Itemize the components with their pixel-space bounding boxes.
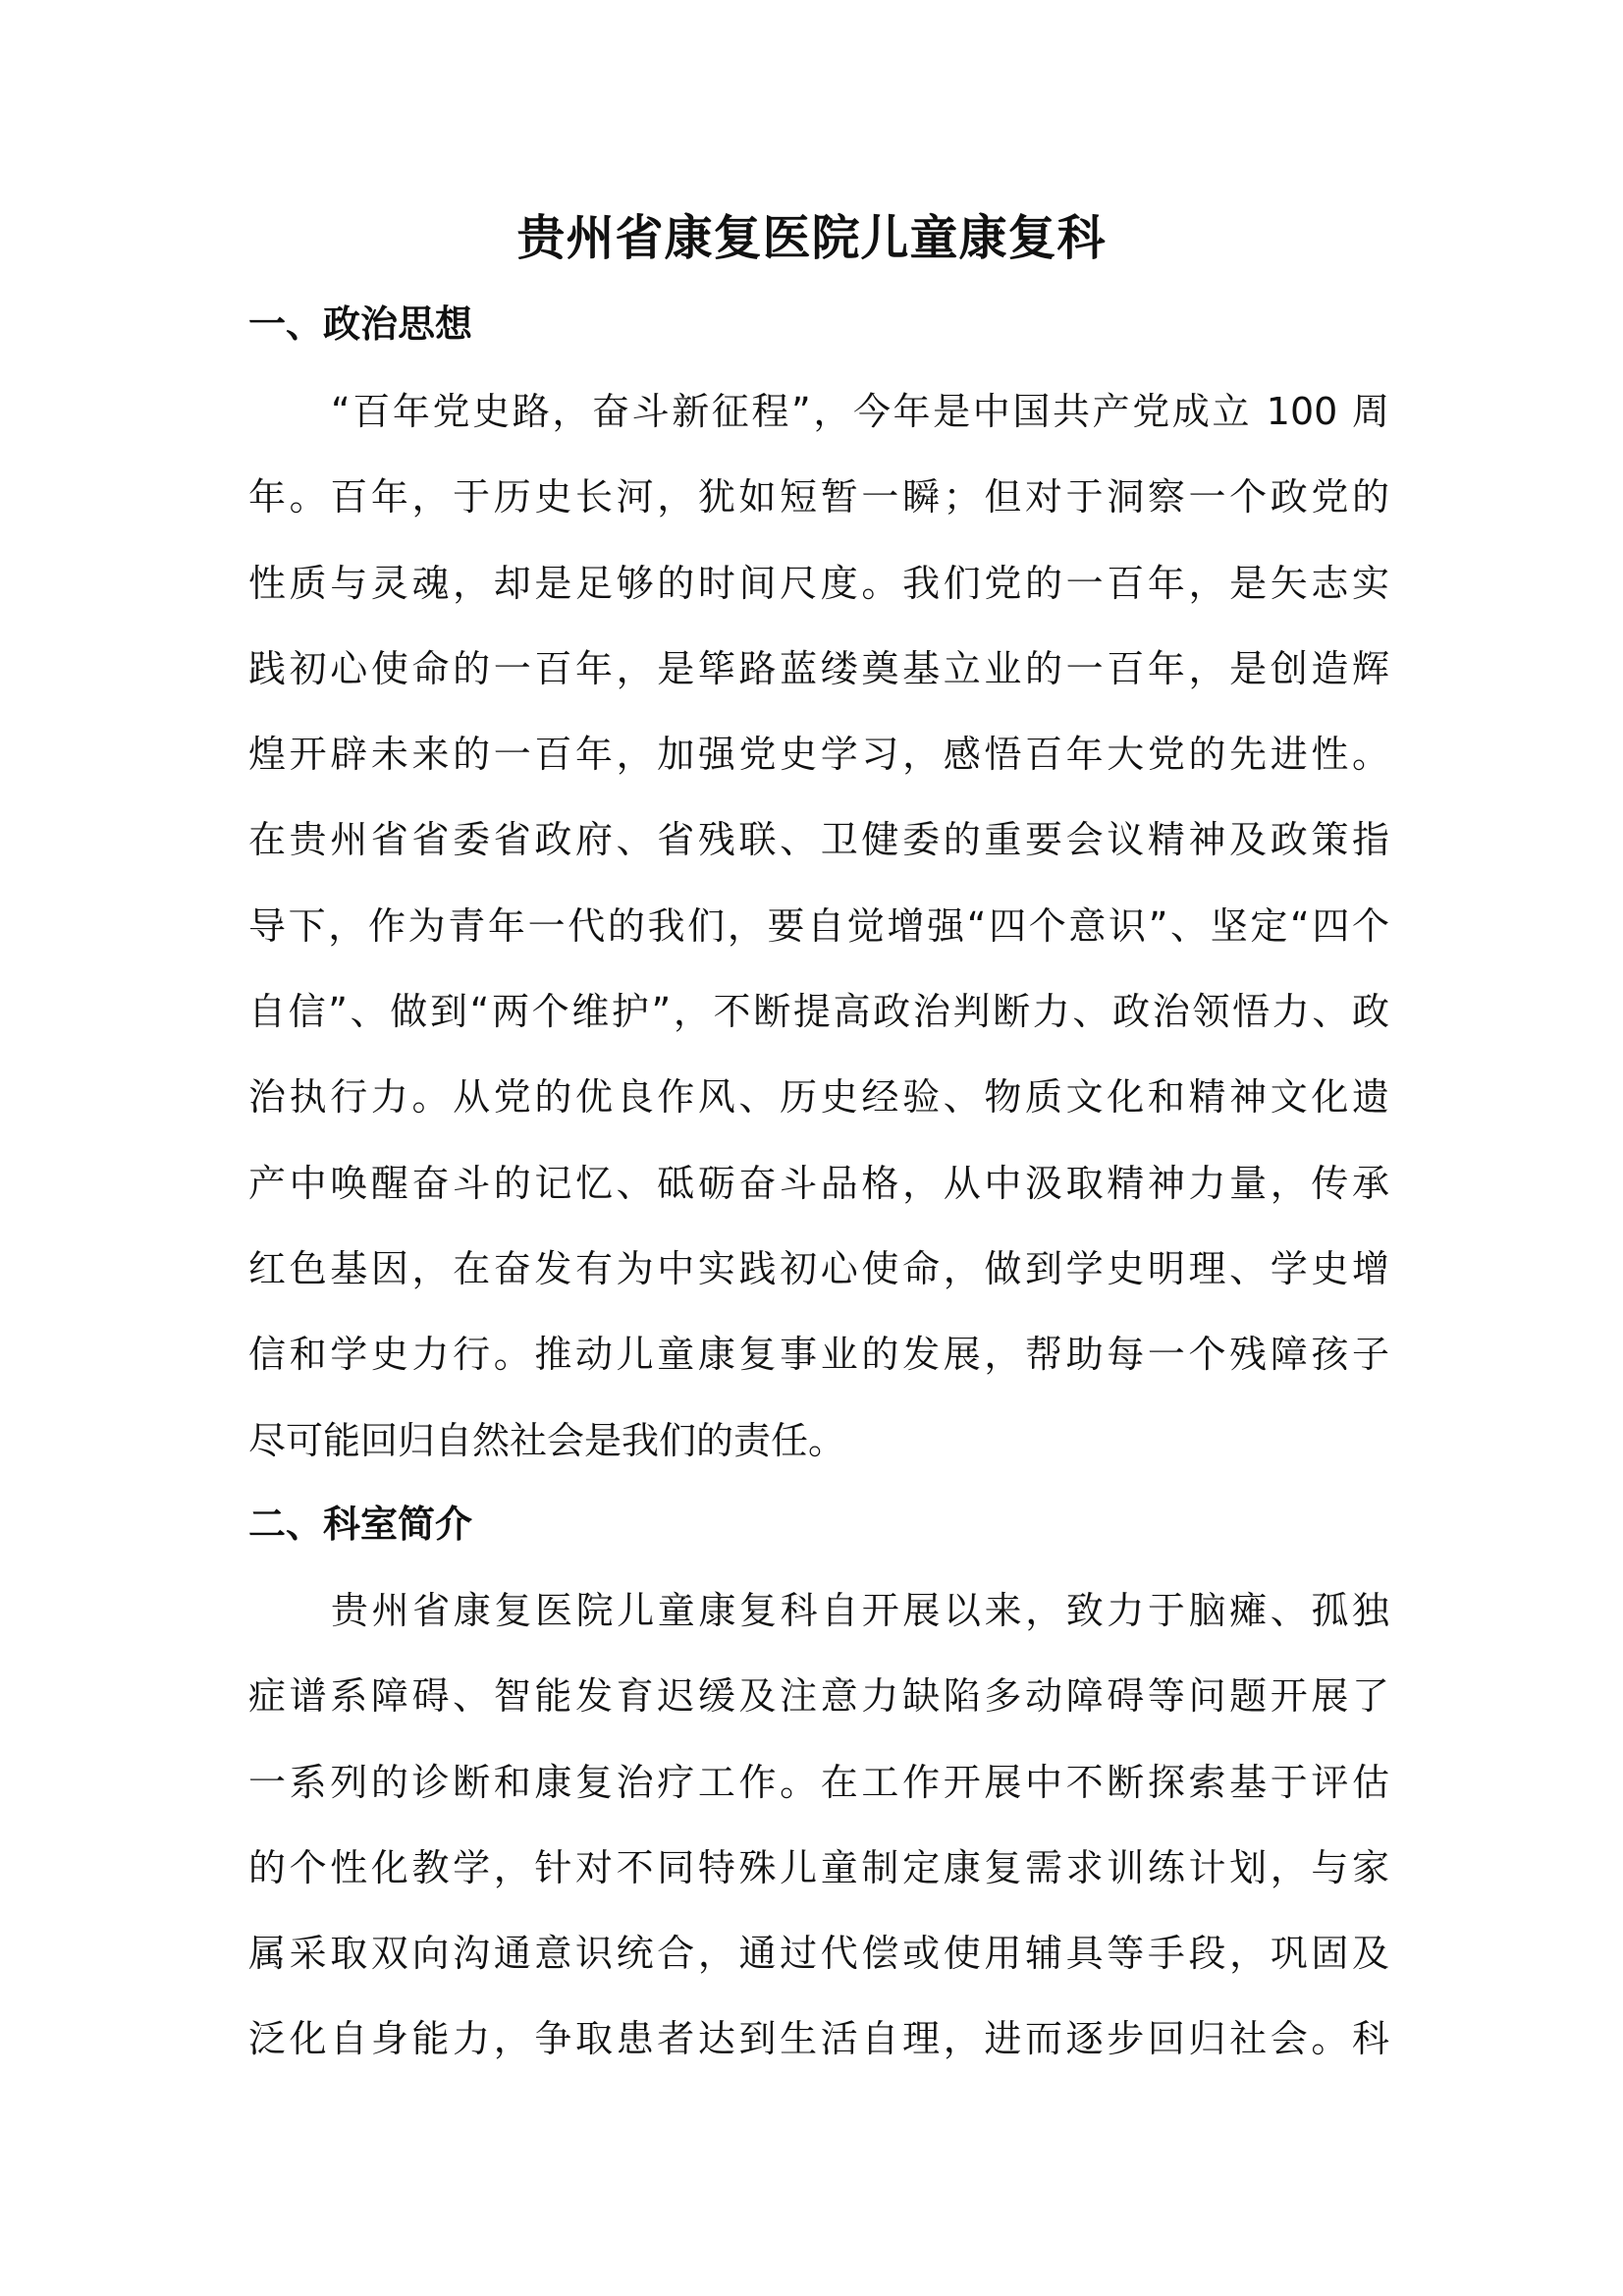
paragraph-line: 一系列的诊断和康复治疗工作。在工作开展中不断探索基于评估 [248,1760,1389,1804]
paragraph-line: 年。百年，于历史长河，犹如短暂一瞬；但对于洞察一个政党的 [248,475,1389,519]
paragraph-line: 产中唤醒奋斗的记忆、砥砺奋斗品格，从中汲取精神力量，传承 [248,1161,1389,1205]
paragraph-line: 自信”、做到“两个维护”，不断提高政治判断力、政治领悟力、政 [248,990,1389,1034]
paragraph-line: 煌开辟未来的一百年，加强党史学习，感悟百年大党的先进性。 [248,733,1389,777]
paragraph-line: “百年党史路，奋斗新征程”，今年是中国共产党成立 100 周 [331,390,1389,433]
paragraph-line: 属采取双向沟通意识统合，通过代偿或使用辅具等手段，巩固及 [248,1932,1389,1976]
paragraph-line: 信和学史力行。推动儿童康复事业的发展，帮助每一个残障孩子 [248,1333,1389,1377]
paragraph-line: 症谱系障碍、智能发育迟缓及注意力缺陷多动障碍等问题开展了 [248,1674,1389,1719]
paragraph-line: 导下，作为青年一代的我们，要自觉增强“四个意识”、坚定“四个 [248,903,1389,948]
section-heading-department-intro: 二、科室简介 [248,1503,473,1546]
paragraph-line: 的个性化教学，针对不同特殊儿童制定康复需求训练计划，与家 [248,1845,1389,1889]
paragraph-line: 贵州省康复医院儿童康复科自开展以来，致力于脑瘫、孤独 [331,1589,1389,1632]
paragraph-line: 性质与灵魂，却是足够的时间尺度。我们党的一百年，是矢志实 [248,561,1389,605]
section-heading-political-thought: 一、政治思想 [248,302,473,346]
paragraph-political-thought [248,369,1389,1484]
document-title: 贵州省康复医院儿童康复科 [516,210,1107,266]
paragraph-department-intro [248,1568,1389,2083]
paragraph-line: 尽可能回归自然社会是我们的责任。 [248,1418,846,1462]
paragraph-line: 红色基因，在奋发有为中实践初心使命，做到学史明理、学史增 [248,1246,1389,1290]
paragraph-line: 治执行力。从党的优良作风、历史经验、物质文化和精神文化遗 [248,1075,1389,1120]
paragraph-line: 泛化自身能力，争取患者达到生活自理，进而逐步回归社会。科 [248,2017,1389,2061]
paragraph-line: 践初心使命的一百年，是筚路蓝缕奠基立业的一百年，是创造辉 [248,646,1389,690]
paragraph-line: 在贵州省省委省政府、省残联、卫健委的重要会议精神及政策指 [248,818,1389,862]
